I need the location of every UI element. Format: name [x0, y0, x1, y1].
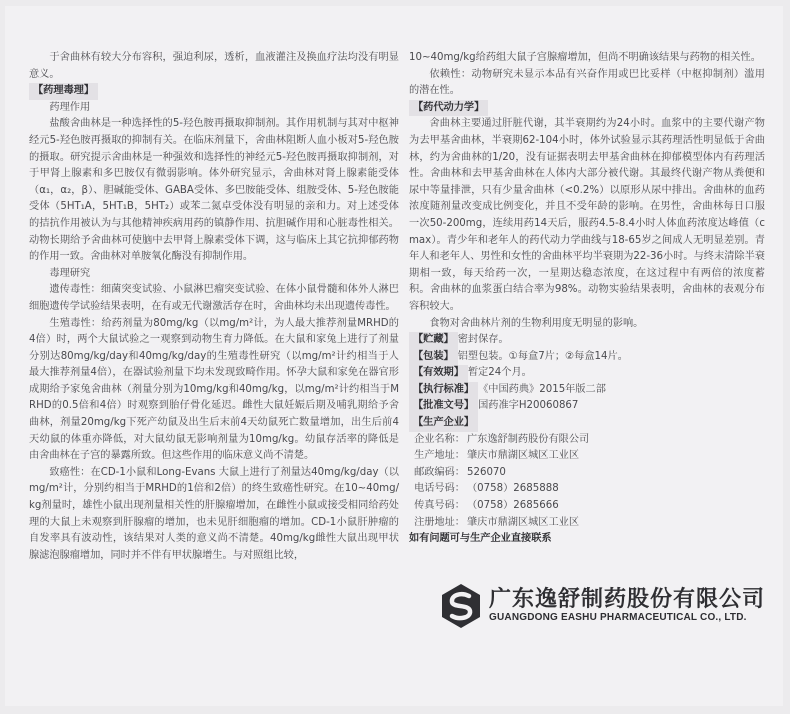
standard-value: 《中国药典》2015年版二部 [478, 383, 606, 395]
info-label: 注册地址： [414, 516, 465, 528]
company-name-chinese: 广东逸舒制药股份有限公司 [489, 587, 766, 612]
left-column [29, 50, 399, 564]
reproductive-toxicity-text: 生殖毒性：给药剂量为80mg/kg（以mg/m²计，为人最大推荐剂量MRHD的4倍）时，两个大鼠试验之一观察到动物生育力降低。在大鼠和家兔上进行了剂量分别达80mg/kg/day和40mg/kg/day的生殖毒性研究（以mg/m²计约相当于人最大推荐剂量4倍），在器试验剂量下均未发现致畸作用。怀孕大鼠和家免在器官形成期给予家兔舍曲林（剂量分别为10mg/kg和40mg/kg，以mg/m²计约相当于MRHD的0.5倍和4倍）时观察到胎仔骨化延迟。雌性大鼠妊娠后期及哺乳期给予舍曲林，剂量20mg/kg下死产幼鼠及出生后末前4天幼鼠死亡数量增加，出生后前4天幼鼠的体重亦降低，对大鼠幼鼠无影响剂量为10mg/kg。幼鼠存活率的降低是由舍曲林在子宫的暴露所致。但这些作用的临床意义尚不清楚。 [29, 317, 399, 462]
intro-text: 于舍曲林有较大分布容积，强迫利尿，透析，血液灌注及换血疗法均没有明显意义。 [29, 52, 399, 80]
info-row [409, 481, 765, 498]
info-value: 526070 [467, 466, 506, 478]
toxicology-subheading: 毒理研究 [49, 267, 91, 279]
carcinogenicity-text: 致癌性：在CD-1小鼠和Long-Evans 大鼠上进行了剂量达40mg/kg/day（以mg/m²计，分别约相当于MRHD的1倍和2倍）的终生致癌性研究。在10~40mg/kg剂量时，雄性小鼠出现剂量相关性的肝腺瘤增加，在雌性小鼠或接受相同给药处理的大鼠上未观察到肝腺瘤的增加，也未见肝细胞瘤的增加。CD-1小鼠肝肿瘤的自发率具有波动性，该结果对人类的意义尚不清楚。40mg/kg雌性大鼠出现甲状腺滤泡腺瘤增加，同时并不伴有甲状腺增生。与对照组比较， [29, 466, 399, 561]
approval-heading: 【批准文号】 [409, 398, 478, 415]
info-row [409, 515, 765, 532]
info-value: 肇庆市鼎湖区城区工业区 [467, 450, 580, 462]
storage-heading: 【贮藏】 [409, 332, 458, 349]
food-effect-text: 食物对舍曲林片剂的生物利用度无明显的影响。 [429, 317, 644, 329]
info-value: （0758）2685666 [467, 500, 559, 512]
info-row [409, 432, 765, 449]
genotoxicity-text: 遗传毒性：细菌突变试验、小鼠淋巴瘤突变试验、在体小鼠骨髓和体外人淋巴细胞遗传学试验结果表明，在有或无代谢激活存在时，舍曲林均未出现遗传毒性。 [29, 284, 399, 312]
validity-heading: 【有效期】 [409, 365, 468, 382]
right-column [409, 50, 765, 548]
dependence-text: 依赖性：动物研究未显示本品有兴奋作用或巴比妥样（中枢抑制剂）滥用的潜在性。 [409, 68, 765, 97]
info-value: 广东逸舒制药股份有限公司 [467, 433, 590, 445]
storage-value: 密封保存。 [457, 334, 509, 346]
info-row [409, 498, 765, 515]
info-row [409, 465, 765, 482]
standard-heading: 【执行标准】 [409, 382, 478, 399]
pharmacology-subheading: 药理作用 [49, 101, 91, 113]
package-value: 铝塑包装。①每盒7片；②每盒14片。 [457, 350, 628, 362]
eashu-logo-icon [439, 582, 483, 630]
manufacturer-info [409, 432, 765, 532]
info-value: 肇庆市鼎湖区城区工业区 [467, 516, 580, 528]
info-value: （0758）2685888 [467, 483, 559, 495]
company-block [439, 578, 769, 638]
pharmacology-heading: 【药理毒理】 [29, 83, 98, 100]
info-label: 生产地址： [414, 450, 465, 462]
pharmacology-text: 盐酸舍曲林是一种选择性的5-羟色胺再摄取抑制剂。其作用机制与其对中枢神经元5-羟色胺再摄取的抑制有关。在临床剂量下，舍曲林阻断人血小板对5-羟色胺的摄取。研究提示舍曲林是一种强效和选择性的神经元5-羟色胺再摄取抑制剂，对于甲肾上腺素和多巴胺仅有微弱影响。体外研究显示，舍曲林对肾上腺素能受体（α₁，α₂，β）、胆碱能受体、GABA受体、多巴胺能受体、组胺受体、5-羟色胺能受体（5HT₁A，5HT₁B，5HT₂）或苯二氮卓受体没有明显的亲和力。对上述受体的拮抗作用被认为与其他精神疾病用药的镇静作用、抗胆碱作用和心脏毒性相关。动物长期给予舍曲林可使脑中去甲肾上腺素受体下调，这与临床上其它抗抑郁药物的作用一致。舍曲林对单胺氧化酶没有抑制作用。 [29, 118, 399, 263]
pharmacokinetics-heading: 【药代动力学】 [409, 100, 488, 117]
approval-value: 国药准字H20060867 [478, 400, 579, 412]
info-label: 邮政编码： [414, 466, 465, 478]
package-heading: 【包装】 [409, 349, 458, 366]
validity-value: 暂定24个月。 [467, 367, 532, 379]
manufacturer-heading: 【生产企业】 [409, 415, 478, 432]
pharmacokinetics-text: 舍曲林主要通过肝脏代谢，其半衰期约为24小时。血浆中的主要代谢产物为去甲基舍曲林，半衰期62-104小时，体外试验显示其药理活性明显低于舍曲林，约为舍曲林的1/20，没有证据表明去甲基舍曲林在抑郁模型体内有药理活性。舍曲林和去甲基舍曲林在人体内大部分被代谢。其最终代谢产物从粪便和尿中等量排泄，只有少量舍曲林（<0.2%）以原形从尿中排出。舍曲林的血药浓度随剂量改变成比例变化，并且不受年龄的影响。在男性，舍曲林每日口服一次50-200mg，连续用药14天后，服药4.5-8.4小时人体血药浓度达峰值（cmax）。青少年和老年人的药代动力学曲线与18-65岁之间成人无明显差别。青年人和老年人、男性和女性的舍曲林平均半衰期为22-36小时。与终末清除半衰期相一致，每天给药一次，一星期达稳态浓度，在这过程中有两倍的浓度蓄积。舍曲林的血浆蛋白结合率为98%。动物实验结果表明，舍曲林的表观分布容积较大。 [409, 118, 765, 312]
company-name-english: GUANGDONG EASHU PHARMACEUTICAL CO., LTD. [489, 612, 747, 623]
info-label: 传真号码： [414, 500, 465, 512]
info-label: 企业名称： [414, 433, 465, 445]
info-row [409, 448, 765, 465]
info-label: 电话号码： [414, 483, 465, 495]
carcinogenicity-continued: 10~40mg/kg给药组大鼠子宫腺瘤增加，但尚不明确该结果与药物的相关性。 [409, 52, 761, 63]
leaflet-sheet [5, 6, 783, 706]
contact-note: 如有问题可与生产企业直接联系 [409, 533, 552, 545]
